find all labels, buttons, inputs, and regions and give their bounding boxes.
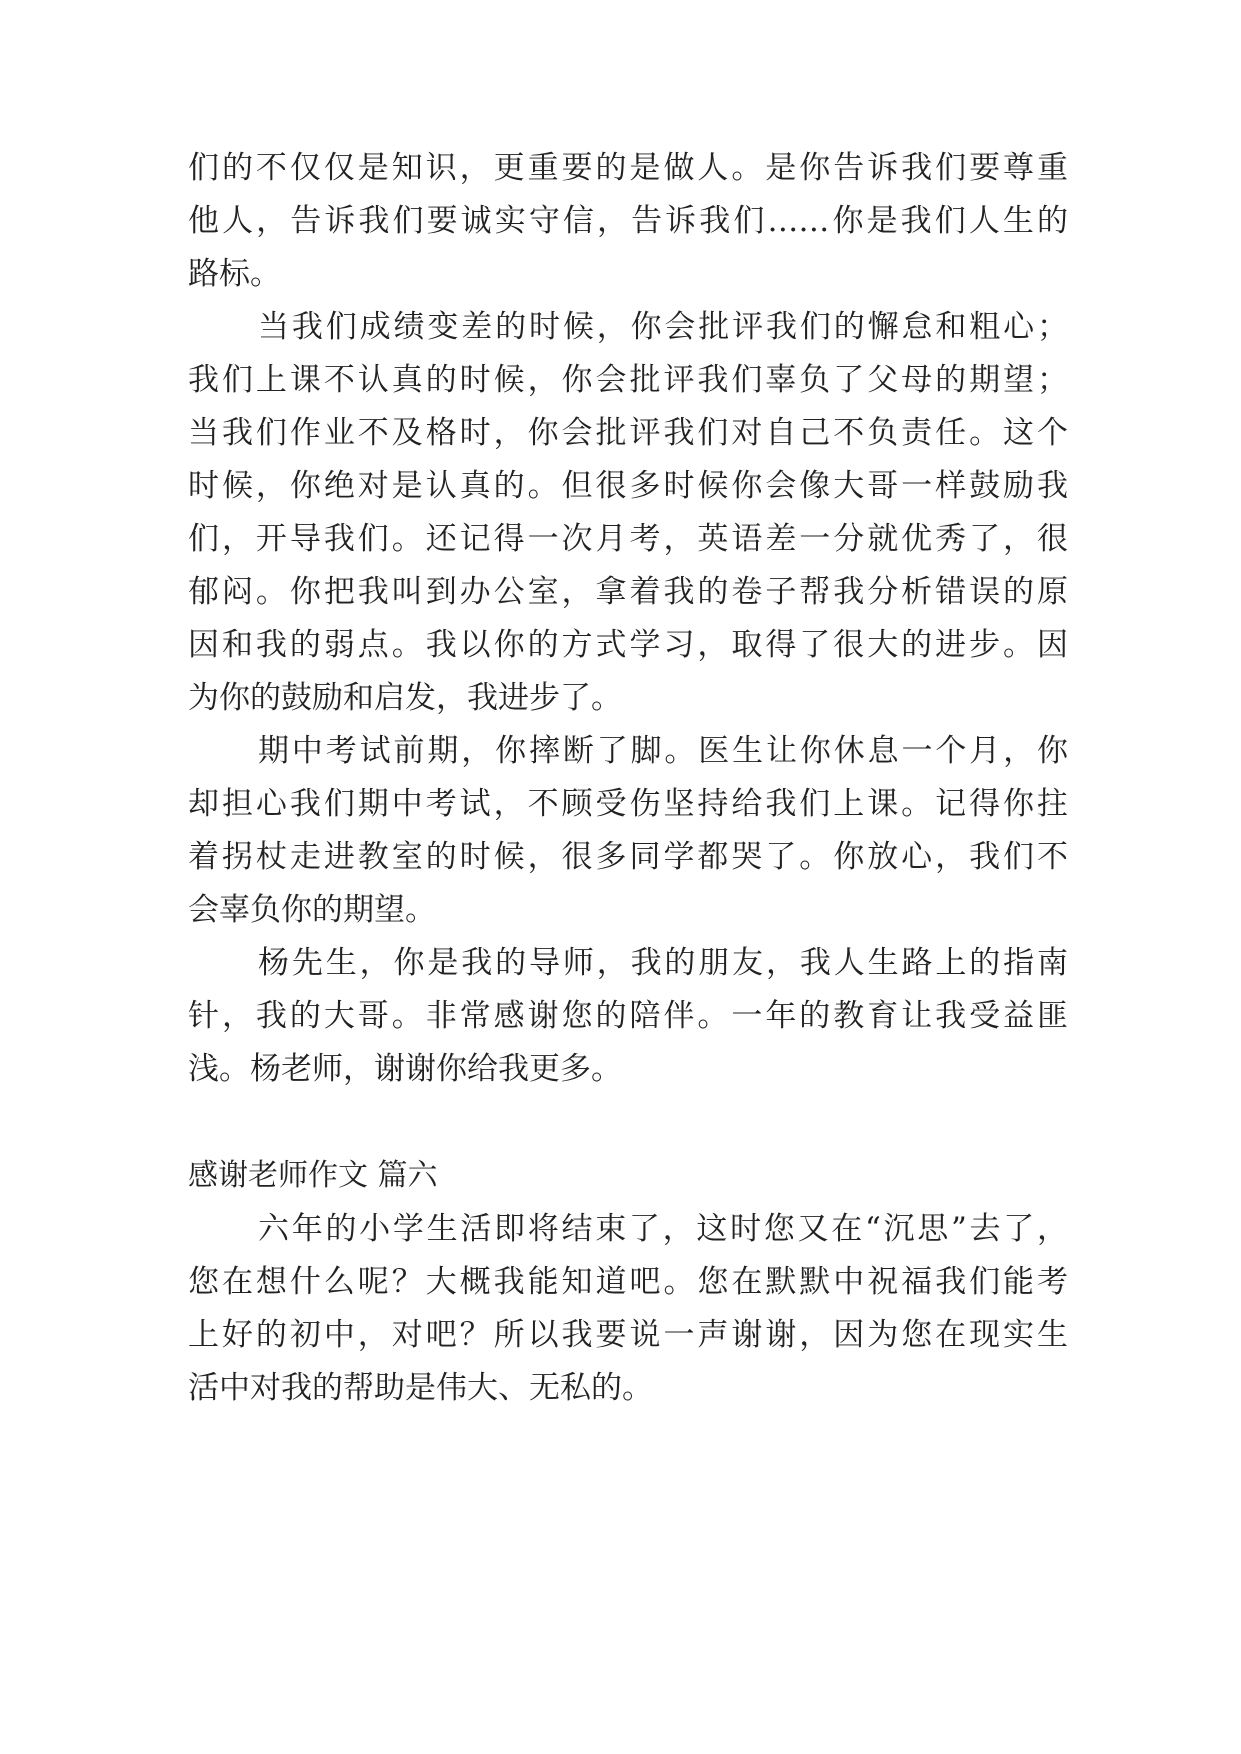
text-line: 为你的鼓励和启发，我进步了。 <box>188 680 622 716</box>
text-line: 时候，你绝对是认真的。但很多时候你会像大哥一样鼓励我 <box>188 468 1068 504</box>
text-line: 六年的小学生活即将结束了，这时您又在“沉思”去了， <box>258 1211 1068 1247</box>
text-line: 当我们成绩变差的时候，你会批评我们的懈怠和粗心； <box>258 309 1068 345</box>
text-line: 杨先生，你是我的导师，我的朋友，我人生路上的指南 <box>258 945 1068 981</box>
text-line: 浅。杨老师，谢谢你给我更多。 <box>188 1051 622 1087</box>
text-line: 们，开导我们。还记得一次月考，英语差一分就优秀了，很 <box>188 521 1068 557</box>
text-line: 针，我的大哥。非常感谢您的陪伴。一年的教育让我受益匪 <box>188 998 1068 1034</box>
text-line: 他人，告诉我们要诚实守信，告诉我们……你是我们人生的 <box>188 203 1068 239</box>
text-line: 着拐杖走进教室的时候，很多同学都哭了。你放心，我们不 <box>188 839 1068 875</box>
text-line: 们的不仅仅是知识，更重要的是做人。是你告诉我们要尊重 <box>188 150 1068 186</box>
text-line: 期中考试前期，你摔断了脚。医生让你休息一个月，你 <box>258 733 1068 769</box>
text-line: 会辜负你的期望。 <box>188 892 436 928</box>
section-heading: 感谢老师作文 篇六 <box>188 1158 438 1193</box>
text-line: 路标。 <box>188 256 281 292</box>
text-line: 却担心我们期中考试，不顾受伤坚持给我们上课。记得你拄 <box>188 786 1068 822</box>
text-line: 我们上课不认真的时候，你会批评我们辜负了父母的期望； <box>188 362 1068 398</box>
text-line: 郁闷。你把我叫到办公室，拿着我的卷子帮我分析错误的原 <box>188 574 1068 610</box>
text-line: 您在想什么呢？大概我能知道吧。您在默默中祝福我们能考 <box>188 1264 1068 1300</box>
text-line: 当我们作业不及格时，你会批评我们对自己不负责任。这个 <box>188 415 1068 451</box>
text-line: 上好的初中，对吧？所以我要说一声谢谢，因为您在现实生 <box>188 1317 1068 1353</box>
text-line: 活中对我的帮助是伟大、无私的。 <box>188 1370 653 1406</box>
text-line: 因和我的弱点。我以你的方式学习，取得了很大的进步。因 <box>188 627 1068 663</box>
